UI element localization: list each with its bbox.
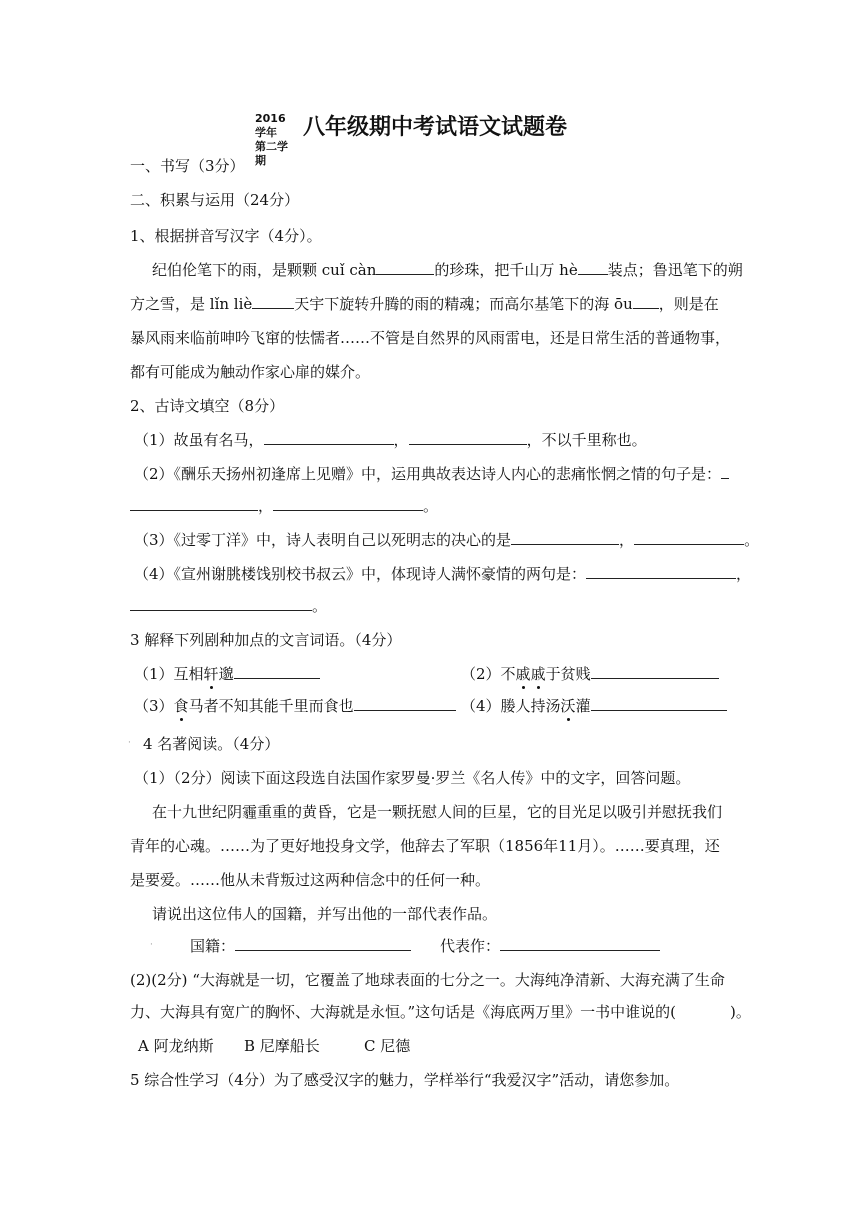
q2-item-text: ，	[258, 497, 274, 515]
answer-blank[interactable]	[354, 696, 456, 711]
q2-item-text: ，不以千里称也。	[526, 431, 647, 449]
q3-item-text: 马者不知其能千里而食也	[188, 697, 354, 715]
q4-heading: 4 名著阅读。（4分）	[143, 735, 280, 753]
school-term: 第二学期	[255, 140, 288, 167]
q2-item-text: 。	[423, 497, 439, 515]
scan-mark: ·	[128, 738, 131, 748]
q4-sub-2-line-2	[130, 1002, 751, 1022]
q2-item-text: ，	[736, 565, 752, 583]
nationality-blank[interactable]	[235, 936, 411, 951]
exam-title: 八年级期中考试语文试题卷	[303, 115, 568, 140]
answer-blank[interactable]	[409, 430, 527, 445]
q4-option-a: A 阿龙纳斯	[138, 1037, 214, 1055]
q3-item-text: （1）互相	[134, 665, 204, 683]
q4-passage-line-2: 青年的心魂。……为了更好地投身文学，他辞去了军职（1856年11月）。……要真理，还	[130, 837, 720, 855]
q2-item-text: ，	[619, 531, 635, 549]
answer-blank[interactable]	[591, 664, 719, 679]
answer-blank[interactable]	[252, 294, 294, 309]
q2-heading: 2、古诗文填空（8分）	[130, 397, 285, 415]
nationality-label: 国籍：	[190, 937, 236, 955]
q2-item-1	[134, 430, 647, 450]
q3-heading: 3 解释下列剧种加点的文言词语。（4分）	[130, 631, 402, 649]
work-label: 代表作：	[440, 937, 501, 955]
q4-passage-line-1: 在十九世纪阴霾重重的黄昏，它是一颗抚慰人间的巨星，它的目光足以吸引并慰抚我们	[152, 803, 723, 821]
q3-item-text: 灌	[575, 697, 591, 715]
q4-option-b: B 尼摩船长	[244, 1037, 320, 1055]
section-accumulation: 二、积累与运用（24分）	[130, 191, 300, 209]
q3-item-1	[134, 664, 320, 684]
q2-item-text: （1）故虽有名马，	[134, 431, 264, 449]
answer-blank[interactable]	[264, 430, 394, 445]
dotted-word: 戚	[530, 665, 546, 683]
q1-text: 天宇下旋转升腾的雨的精魂；而高尔基笔下的海 ōu	[294, 295, 633, 313]
answer-blank[interactable]	[721, 464, 729, 479]
q3-item-text: 于贫贱	[545, 665, 591, 683]
answer-blank[interactable]	[586, 564, 736, 579]
q4-ask: 请说出这位伟人的国籍，并写出他的一部代表作品。	[152, 905, 498, 923]
dotted-word: 戚	[515, 665, 531, 683]
q4-passage-line-3: 是要爱。……他从未背叛过这两种信念中的任何一种。	[130, 871, 491, 889]
q2-item-text: （2）《酬乐天扬州初逢席上见赠》中，运用典故表达诗人内心的悲痛怅惘之情的句子是：	[134, 465, 722, 483]
q4-sub-1: （1）（2分）阅读下面这段选自法国作家罗曼·罗兰《名人传》中的文字，回答问题。	[134, 769, 691, 787]
q3-item-text: （4）媵人持汤	[461, 697, 561, 715]
q1-paragraph-line-2	[130, 294, 719, 314]
school-year-block	[255, 112, 295, 168]
q2-item-2-cont	[130, 496, 438, 516]
q2-item-4	[134, 564, 751, 584]
q4-option-c: C 尼德	[364, 1037, 411, 1055]
q1-text: 的珍珠，把千山万 hè	[434, 261, 578, 279]
q4-sub-2-line-1: (2)(2分) “大海就是一切，它覆盖了地球表面的七分之一。大海纯净清新、大海充满了生命	[130, 971, 725, 989]
answer-blank[interactable]	[591, 696, 727, 711]
q1-paragraph-line-4: 都有可能成为触动作家心扉的媒介。	[130, 363, 371, 381]
q4-nationality-row	[190, 936, 411, 956]
q1-heading: 1、根据拼音写汉字（4分）。	[130, 227, 322, 245]
q2-item-text: 。	[312, 597, 328, 615]
dotted-word: 食	[173, 697, 189, 715]
school-year: 2016学年	[255, 112, 286, 139]
scan-mark: ·	[150, 940, 153, 950]
dotted-word: 轩	[203, 665, 219, 683]
q1-paragraph-line-3: 暴风雨来临前呻吟飞窜的怯懦者……不管是自然界的风雨雷电，还是日常生活的普通物事，	[130, 329, 731, 347]
answer-blank[interactable]	[130, 596, 312, 611]
answer-blank[interactable]	[633, 294, 659, 309]
q1-text: 装点；鲁迅笔下的朔	[607, 261, 743, 279]
q4-sub-2-text: 力、大海具有宽广的胸怀、大海就是永恒。”这句话是《海底两万里》一书中谁说的(	[130, 1003, 677, 1021]
q2-item-text: （4）《宣州谢朓楼饯别校书叔云》中，体现诗人满怀豪情的两句是：	[134, 565, 587, 583]
answer-blank[interactable]	[511, 530, 619, 545]
answer-blank[interactable]	[376, 260, 434, 275]
answer-blank[interactable]	[130, 496, 258, 511]
q3-item-2	[461, 664, 719, 684]
answer-blank[interactable]	[578, 260, 608, 275]
q2-item-text: ，	[393, 431, 409, 449]
q2-item-4-cont	[130, 596, 327, 616]
dotted-word: 沃	[560, 697, 576, 715]
q2-item-2	[134, 464, 729, 484]
q4-sub-2-text: )。	[730, 1003, 751, 1021]
q1-text: 方之雪，是 lǐn liè	[130, 295, 253, 313]
answer-blank[interactable]	[273, 496, 423, 511]
work-blank[interactable]	[500, 936, 660, 951]
q3-item-4	[461, 696, 727, 716]
answer-blank[interactable]	[234, 664, 320, 679]
q3-item-text: 邈	[218, 665, 234, 683]
q2-item-text: （3）《过零丁洋》中，诗人表明自己以死明志的决心的是	[134, 531, 512, 549]
q5-heading: 5 综合性学习（4分）为了感受汉字的魅力，学样举行“我爱汉字”活动，请您参加。	[130, 1071, 680, 1089]
q2-item-text: 。	[744, 531, 760, 549]
section-writing: 一、书写（3分）	[130, 157, 245, 175]
q3-item-text: （3）	[134, 697, 174, 715]
q2-item-3	[134, 530, 759, 550]
answer-blank[interactable]	[634, 530, 744, 545]
q3-item-text: （2）不	[461, 665, 516, 683]
q3-item-3	[134, 696, 456, 716]
q4-work-row	[440, 936, 660, 956]
q1-paragraph-line-1	[152, 260, 743, 280]
q1-text: ，则是在	[658, 295, 719, 313]
q1-text: 纪伯伦笔下的雨，是颗颗 cuǐ càn	[152, 261, 377, 279]
